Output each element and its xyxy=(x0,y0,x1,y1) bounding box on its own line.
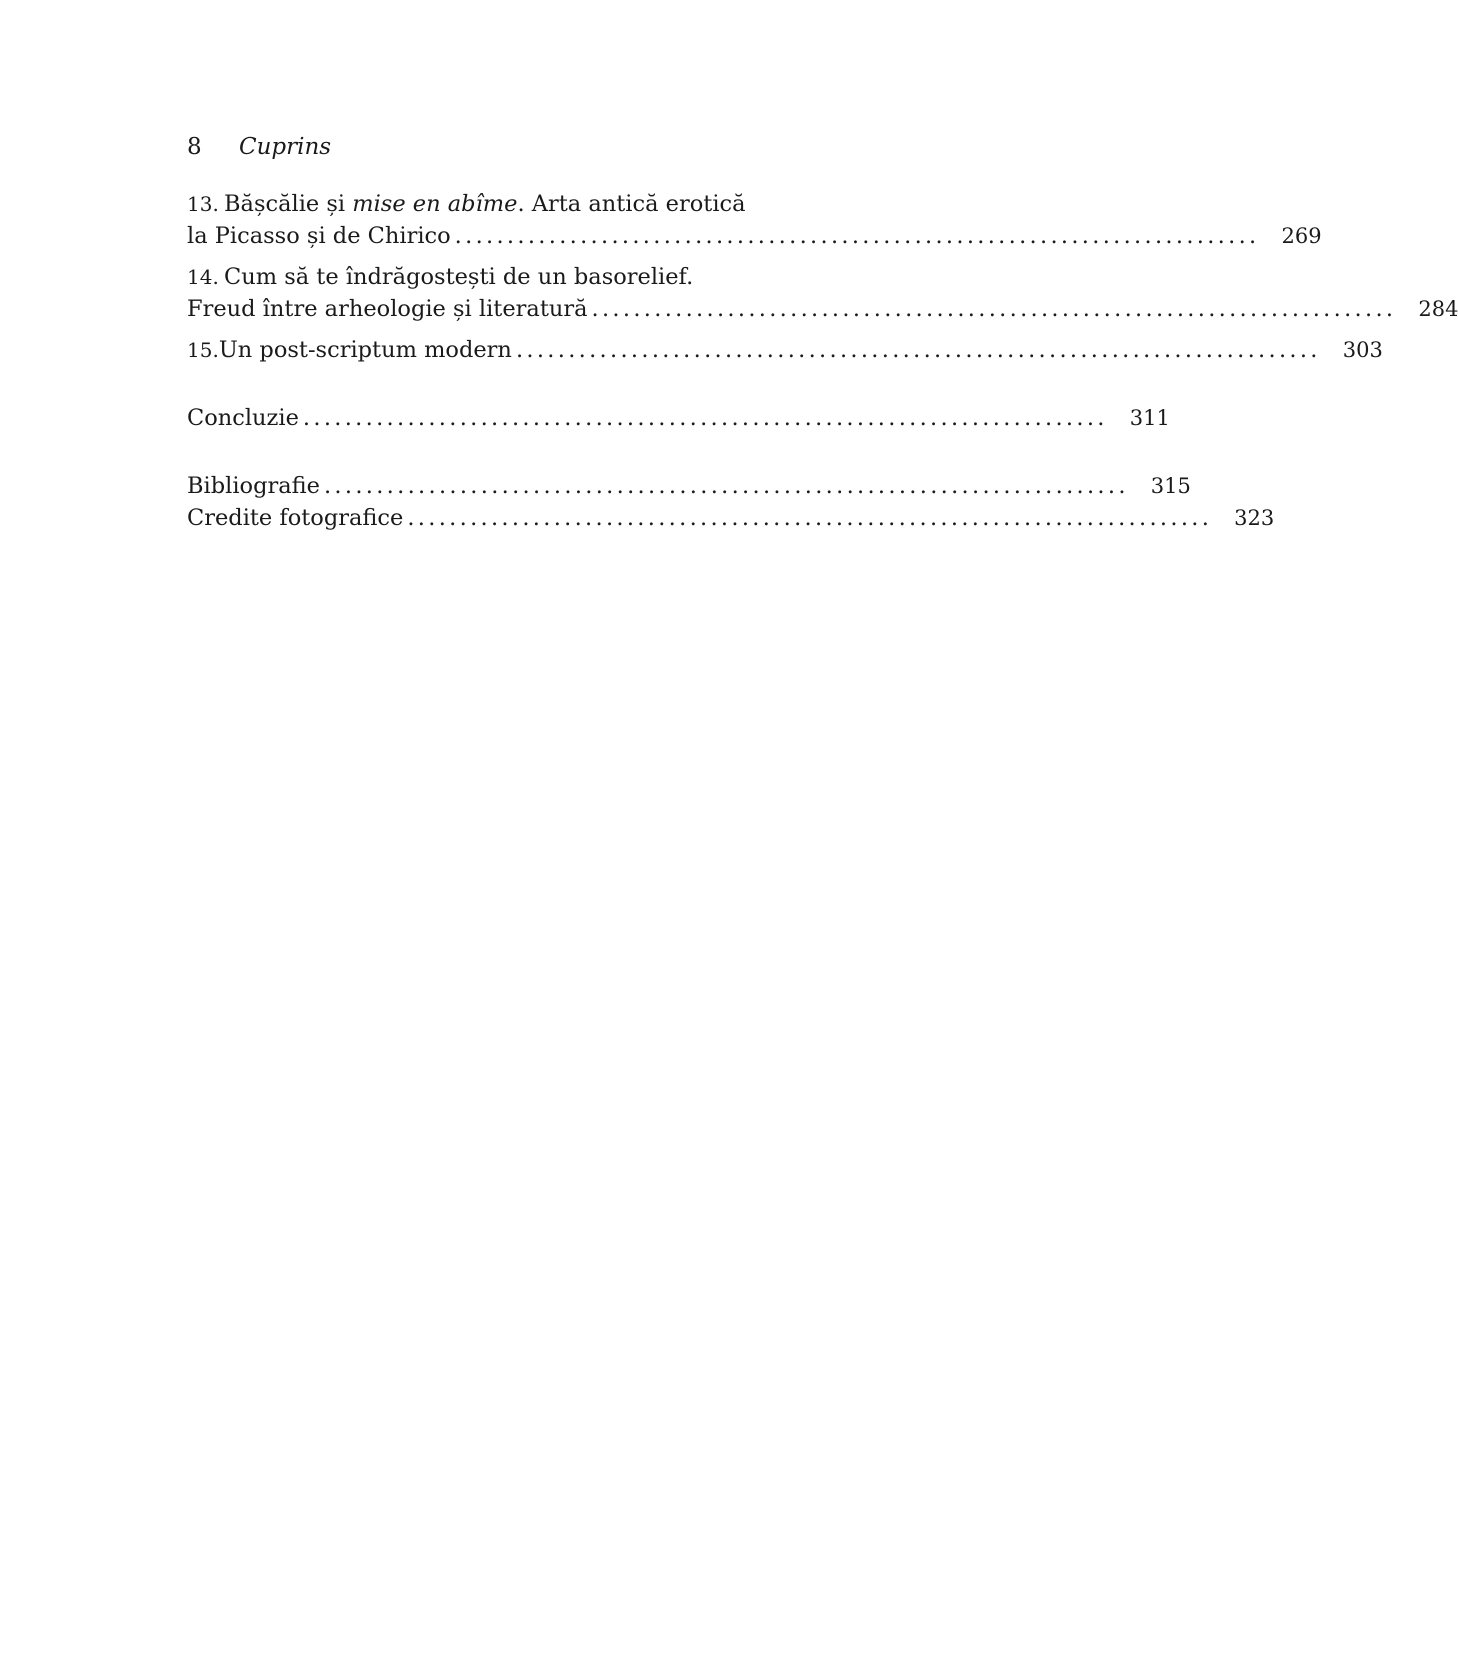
dot-leader: ............................................................................. xyxy=(591,296,1397,322)
dot-leader: ............................................................................. xyxy=(302,405,1108,431)
toc-entry-chapter-14 xyxy=(187,261,1458,325)
toc-page-number: 303 xyxy=(1342,338,1383,362)
toc-entry-bibliography xyxy=(187,470,1191,502)
toc-entry-photo-credits xyxy=(187,502,1275,534)
toc-page-number: 311 xyxy=(1129,406,1170,430)
chapter-subtitle: la Picasso și de Chirico xyxy=(187,223,451,249)
section-title: Cuprins xyxy=(239,134,332,160)
toc-page-number: 323 xyxy=(1234,506,1275,530)
chapter-number: 14. xyxy=(187,265,219,289)
chapter-title-part: Bășcălie și xyxy=(224,191,353,217)
section-label: Credite fotografice xyxy=(187,505,404,531)
dot-leader: ............................................................................. xyxy=(323,473,1129,499)
chapter-subtitle: Freud între arheologie și literatură xyxy=(187,296,588,322)
toc-entry-conclusion xyxy=(187,402,1170,434)
section-label: Concluzie xyxy=(187,405,299,431)
toc-page-number: 315 xyxy=(1150,474,1191,498)
toc-entry-chapter-13 xyxy=(187,188,1322,252)
section-label: Bibliografie xyxy=(187,473,320,499)
toc-page-number: 284 xyxy=(1418,297,1458,321)
toc-entry-chapter-15 xyxy=(187,334,1383,366)
chapter-title-italic: mise en abîme xyxy=(352,191,518,217)
chapter-number: 15. xyxy=(187,338,219,362)
chapter-title: Un post-scriptum modern xyxy=(218,337,512,363)
chapter-title: Cum să te îndrăgostești de un basorelief. xyxy=(224,264,694,290)
dot-leader: ............................................................................. xyxy=(454,223,1260,249)
running-head xyxy=(187,132,331,162)
chapter-number: 13. xyxy=(187,192,219,216)
page-number: 8 xyxy=(187,134,202,160)
dot-leader: ............................................................................. xyxy=(407,505,1213,531)
dot-leader: ............................................................................. xyxy=(515,337,1321,363)
chapter-title-part: . Arta antică erotică xyxy=(517,191,746,217)
toc-page-number: 269 xyxy=(1281,224,1322,248)
table-of-contents xyxy=(187,188,1458,534)
